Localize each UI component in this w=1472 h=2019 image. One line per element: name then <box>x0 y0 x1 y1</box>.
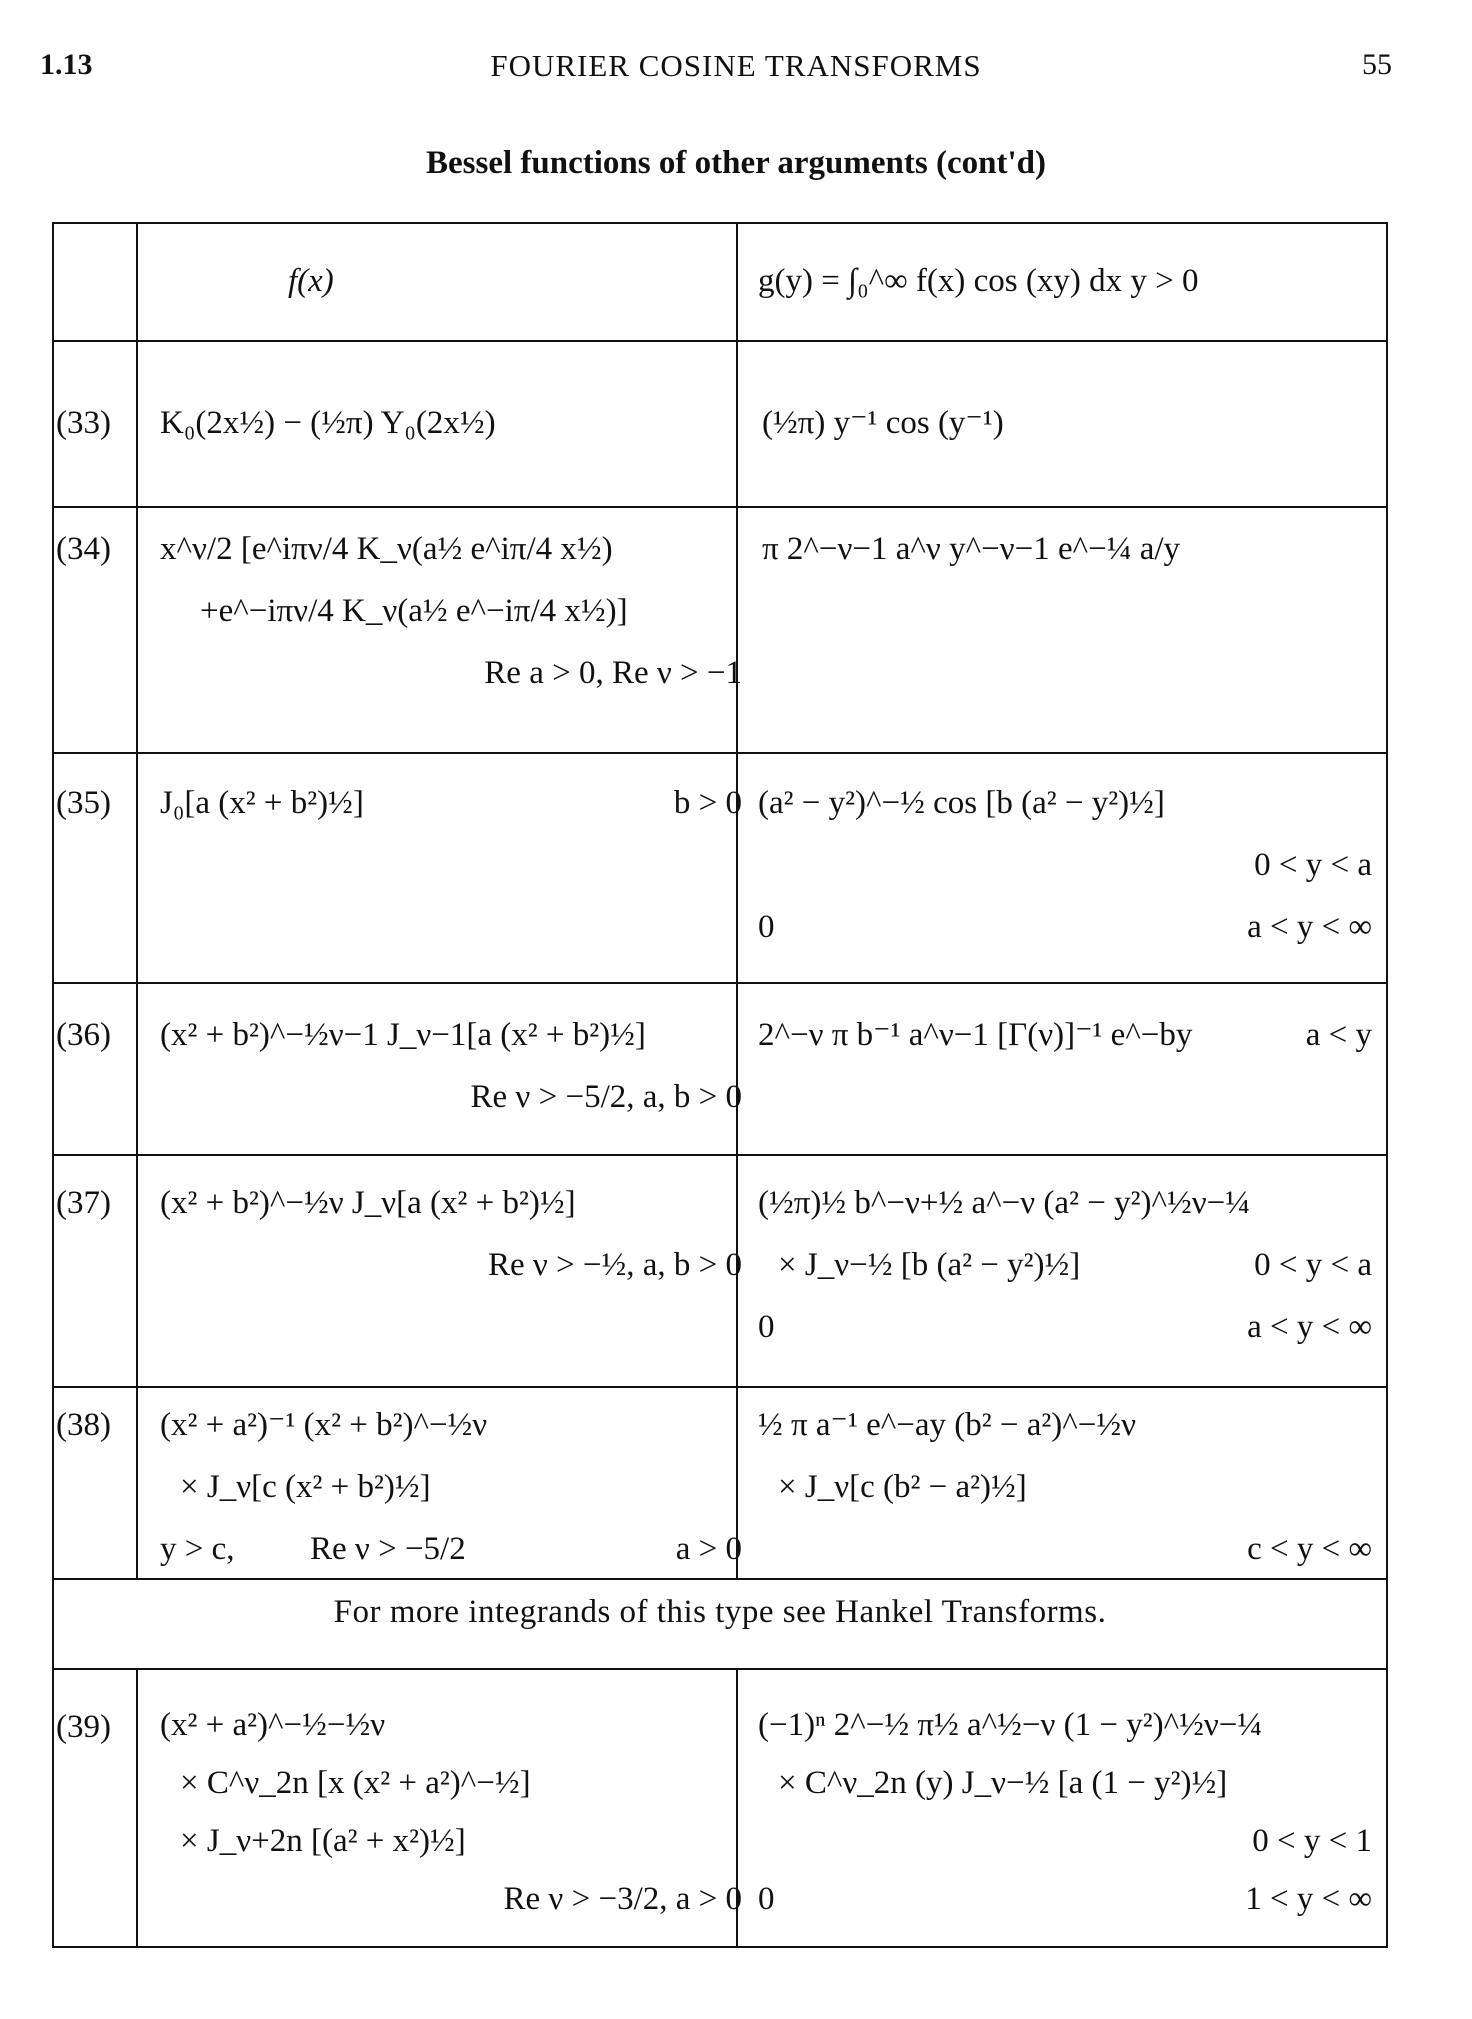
row-38-f-line1: (x² + a²)⁻¹ (x² + b²)^−½ν <box>160 1407 488 1443</box>
row-38-f-cond-mid: Re ν > −5/2 <box>310 1531 466 1567</box>
row-36-f <box>148 1004 748 1128</box>
row-35-g-cond1: 0 < y < a <box>1254 847 1372 883</box>
row-36-g-cond: a < y <box>1305 1017 1372 1053</box>
col-header-g <box>742 250 1394 312</box>
row-38-g <box>742 1394 1378 1580</box>
row-35-f-line: J₀[a (x² + b²)½] <box>160 785 364 821</box>
section-number: 1.13 <box>40 48 93 81</box>
row-35-f <box>148 772 748 834</box>
row-34-g <box>742 518 1398 580</box>
rule-37 <box>52 1386 1388 1388</box>
row-37-g-line2: × J_ν−½ [b (a² − y²)½] <box>778 1247 1081 1283</box>
row-39-g <box>742 1696 1378 1928</box>
row-36-g-line: 2^−ν π b⁻¹ a^ν−1 [Γ(ν)]⁻¹ e^−by <box>758 1017 1193 1053</box>
rule-top <box>52 222 1388 224</box>
row-36-f-cond: Re ν > −5/2, a, b > 0 <box>470 1079 742 1115</box>
col-header-f-text: f(x) <box>288 263 334 299</box>
row-38-g-line1: ½ π a⁻¹ e^−ay (b² − a²)^−½ν <box>758 1407 1137 1443</box>
row-35-g <box>742 772 1378 958</box>
row-id-34: (34) <box>56 531 111 567</box>
row-38-f-cond: a > 0 <box>675 1531 742 1567</box>
row-37-g-cond2: a < y < ∞ <box>1247 1309 1372 1345</box>
row-39-f-line3: × J_ν+2n [(a² + x²)½] <box>180 1823 466 1859</box>
row-39-f-line1: (x² + a²)^−½−½ν <box>160 1707 386 1743</box>
running-title: FOURIER COSINE TRANSFORMS <box>490 48 982 83</box>
row-39-f-line2: × C^ν_2n [x (x² + a²)^−½] <box>180 1765 531 1801</box>
row-39-g-line2: × C^ν_2n (y) J_ν−½ [a (1 − y²)½] <box>778 1765 1228 1801</box>
rule-num-col <box>136 222 138 1578</box>
row-35-g-zero: 0 <box>758 909 775 945</box>
row-39-f <box>148 1696 748 1928</box>
row-37-g-cond1: 0 < y < a <box>1254 1247 1372 1283</box>
row-37-f-cond: Re ν > −½, a, b > 0 <box>487 1247 742 1283</box>
rule-note <box>52 1668 1388 1670</box>
running-header <box>0 48 1472 88</box>
row-39-g-zero: 0 <box>758 1881 775 1917</box>
row-33-g <box>742 392 1398 454</box>
row-id-36: (36) <box>56 1017 111 1053</box>
col-header-g-text: g(y) = ∫₀^∞ f(x) cos (xy) dx y > 0 <box>758 263 1199 299</box>
row-35-g-cond2: a < y < ∞ <box>1247 909 1372 945</box>
hankel-note: For more integrands of this type see Hankel Transforms. <box>333 1594 1107 1630</box>
row-33-f-line: K₀(2x½) − (½π) Y₀(2x½) <box>160 405 496 441</box>
row-id-37: (37) <box>56 1185 111 1221</box>
row-36-g <box>742 1004 1378 1066</box>
row-34-f-line2: +e^−iπν/4 K_ν(a½ e^−iπ/4 x½)] <box>200 593 628 629</box>
row-38-f-line2: × J_ν[c (x² + b²)½] <box>180 1469 431 1505</box>
row-36-f-line: (x² + b²)^−½ν−1 J_ν−1[a (x² + b²)½] <box>160 1017 646 1053</box>
row-38-g-cond: c < y < ∞ <box>1247 1531 1372 1567</box>
rule-33 <box>52 506 1388 508</box>
row-id-39: (39) <box>56 1709 111 1745</box>
row-33-g-line: (½π) y⁻¹ cos (y⁻¹) <box>762 405 1004 441</box>
row-id-33: (33) <box>56 405 111 441</box>
page-number: 55 <box>1362 48 1392 81</box>
rule-header <box>52 340 1388 342</box>
row-39-f-cond: Re ν > −3/2, a > 0 <box>503 1881 742 1917</box>
row-37-f-line: (x² + b²)^−½ν J_ν[a (x² + b²)½] <box>160 1185 576 1221</box>
rule-35 <box>52 982 1388 984</box>
row-37-g <box>742 1172 1378 1358</box>
row-34-f-cond: Re a > 0, Re ν > −1 <box>484 655 742 691</box>
row-39-g-line1: (−1)ⁿ 2^−½ π½ a^½−ν (1 − y²)^½ν−¼ <box>758 1707 1263 1743</box>
row-id-38: (38) <box>56 1407 111 1443</box>
table-subtitle: Bessel functions of other arguments (cont'd) <box>426 145 1046 181</box>
row-38-f-cond-left: y > c, <box>160 1531 235 1567</box>
rule-num-col-2 <box>136 1668 138 1946</box>
row-37-g-zero: 0 <box>758 1309 775 1345</box>
row-34-f <box>148 518 748 704</box>
rule-36 <box>52 1154 1388 1156</box>
row-37-f <box>148 1172 748 1296</box>
row-33-f <box>148 392 760 454</box>
rule-right <box>1386 222 1388 1946</box>
row-34-f-line1: x^ν/2 [e^iπν/4 K_ν(a½ e^iπ/4 x½) <box>160 531 613 567</box>
row-35-g-line: (a² − y²)^−½ cos [b (a² − y²)½] <box>758 785 1165 821</box>
row-39-g-cond1: 0 < y < 1 <box>1252 1823 1372 1859</box>
row-38-f <box>148 1394 748 1580</box>
rule-bottom <box>52 1946 1388 1948</box>
row-id-35: (35) <box>56 785 111 821</box>
row-39-g-cond2: 1 < y < ∞ <box>1245 1881 1372 1917</box>
transform-table <box>52 222 1388 1946</box>
rule-34 <box>52 752 1388 754</box>
row-37-g-line1: (½π)½ b^−ν+½ a^−ν (a² − y²)^½ν−¼ <box>758 1185 1250 1221</box>
row-38-g-line2: × J_ν[c (b² − a²)½] <box>778 1469 1027 1505</box>
rule-left <box>52 222 54 1946</box>
row-35-f-cond: b > 0 <box>673 785 742 821</box>
row-34-g-line: π 2^−ν−1 a^ν y^−ν−1 e^−¼ a/y <box>762 531 1181 567</box>
